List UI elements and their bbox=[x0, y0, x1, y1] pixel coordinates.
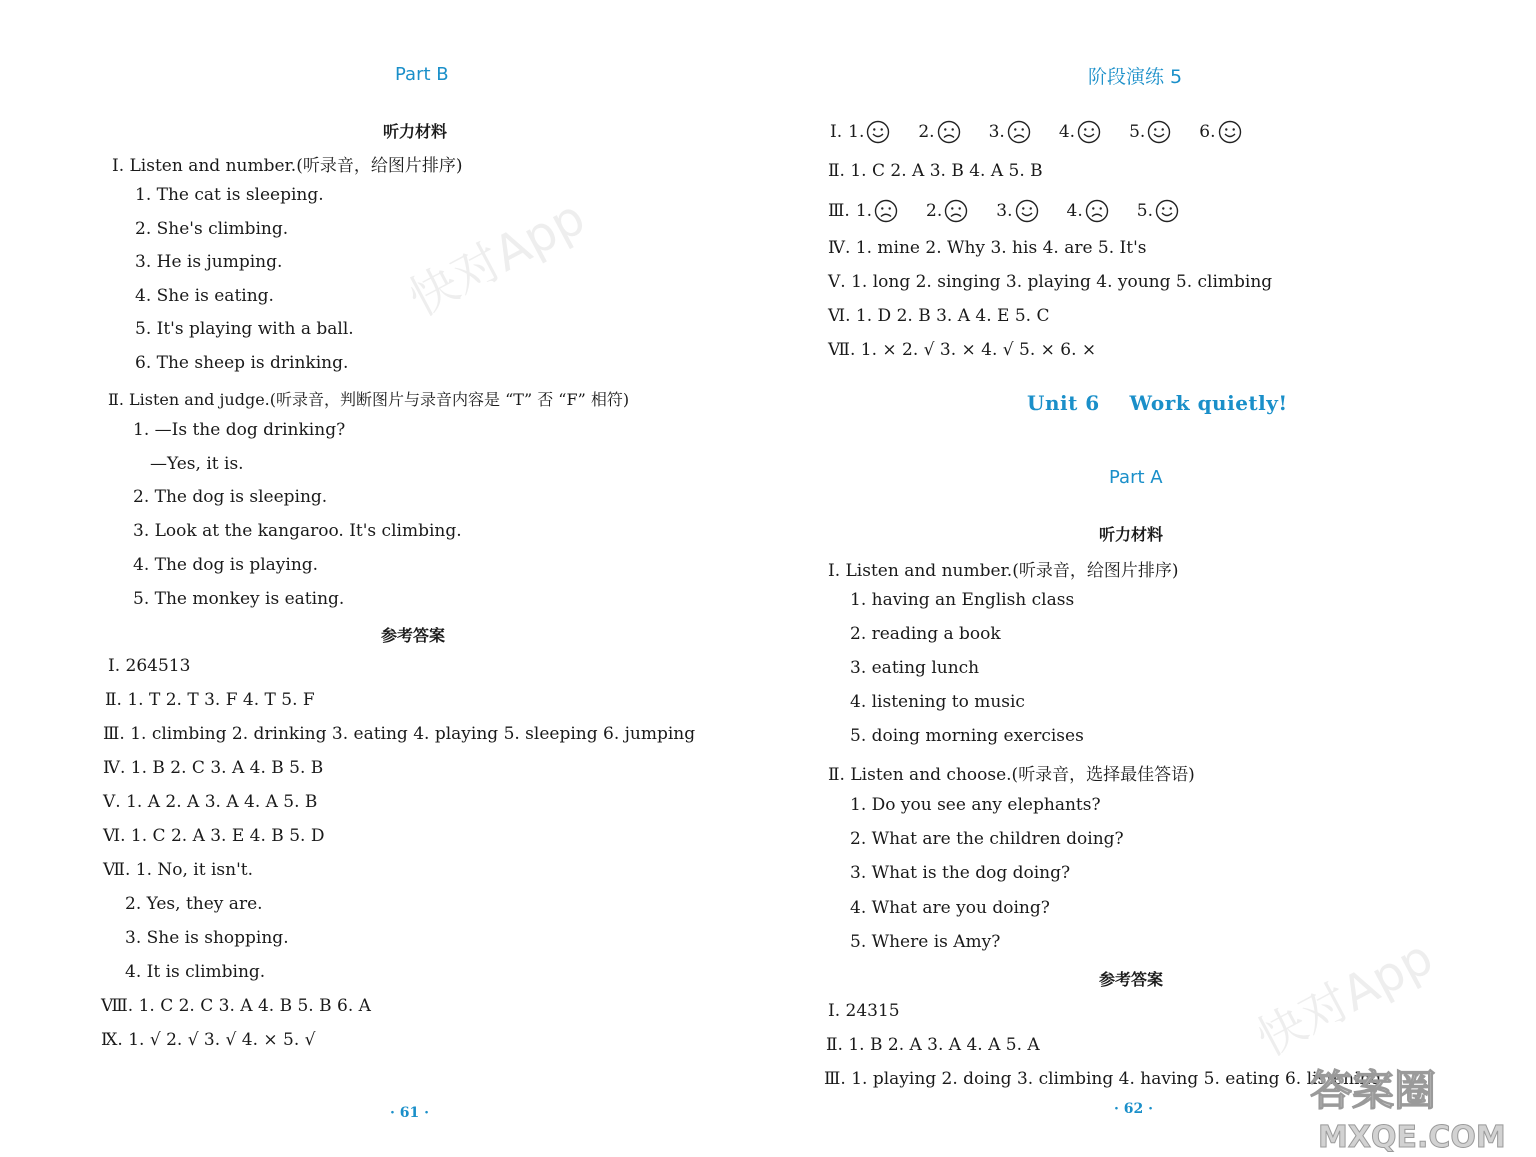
answer-line: Ⅱ. 1. T 2. T 3. F 4. T 5. F bbox=[105, 690, 315, 710]
happy-face-icon bbox=[866, 120, 890, 144]
list-item: 2. The dog is sleeping. bbox=[133, 487, 328, 507]
list-item: 1. —Is the dog drinking? bbox=[133, 420, 346, 440]
logo-text-cn: 答案圈 bbox=[1310, 1066, 1437, 1115]
smiley-answer bbox=[926, 199, 968, 223]
smiley-row-3 bbox=[828, 199, 1207, 223]
answer-line: Ⅶ. 1. No, it isn't. bbox=[103, 860, 253, 880]
answer-line: Ⅲ. 1. climbing 2. drinking 3. eating 4. playing 5. sleeping 6. jumping bbox=[103, 724, 696, 744]
listening-title: 听力材料 bbox=[1099, 525, 1164, 544]
answer-number: 4. bbox=[1058, 122, 1076, 142]
list-item: 5. It's playing with a ball. bbox=[135, 319, 354, 339]
page-number: · 62 · bbox=[1114, 1101, 1153, 1117]
list-item: 3. What is the dog doing? bbox=[850, 863, 1071, 883]
answer-line: Ⅷ. 1. C 2. C 3. A 4. B 5. B 6. A bbox=[101, 996, 371, 1016]
list-item: 4. What are you doing? bbox=[850, 898, 1050, 918]
happy-face-icon bbox=[1077, 120, 1101, 144]
smiley-answer bbox=[856, 199, 898, 223]
answer-number: 3. bbox=[996, 201, 1013, 221]
answer-line: Ⅱ. 1. C 2. A 3. B 4. A 5. B bbox=[828, 161, 1043, 181]
part-a-title: Part A bbox=[1109, 467, 1163, 488]
smiley-answer bbox=[989, 120, 1031, 144]
answer-line: Ⅵ. 1. D 2. B 3. A 4. E 5. C bbox=[828, 306, 1050, 326]
sad-face-icon bbox=[874, 199, 898, 223]
list-item: 2. reading a book bbox=[850, 624, 1001, 644]
list-item: 5. doing morning exercises bbox=[850, 726, 1084, 746]
list-item: —Yes, it is. bbox=[150, 454, 244, 474]
answer-line: 2. Yes, they are. bbox=[125, 894, 263, 914]
smiley-answer bbox=[1067, 199, 1109, 223]
answer-line: 3. She is shopping. bbox=[125, 928, 289, 948]
right-page bbox=[768, 0, 1536, 1157]
smiley-row-1 bbox=[830, 120, 1270, 144]
part-b-title: Part B bbox=[395, 64, 449, 85]
answer-line: Ⅵ. 1. C 2. A 3. E 4. B 5. D bbox=[103, 826, 325, 846]
answer-line: Ⅳ. 1. B 2. C 3. A 4. B 5. B bbox=[103, 758, 324, 778]
smiley-answer bbox=[1199, 120, 1241, 144]
page-number: · 61 · bbox=[390, 1105, 429, 1121]
smiley-answer bbox=[848, 120, 890, 144]
list-item: 3. eating lunch bbox=[850, 658, 980, 678]
smiley-answer bbox=[1129, 120, 1171, 144]
section-heading: Ⅰ. Listen and number.(听录音，给图片排序) bbox=[828, 561, 1179, 581]
answer-line: Ⅳ. 1. mine 2. Why 3. his 4. are 5. It's bbox=[828, 238, 1147, 258]
answer-number: 2. bbox=[918, 122, 935, 142]
answer-title: 参考答案 bbox=[1099, 970, 1164, 989]
answer-number: 4. bbox=[1066, 201, 1083, 221]
answer-line: Ⅲ. 1. playing 2. doing 3. climbing 4. having 5. eating 6. listening bbox=[824, 1069, 1382, 1089]
answer-number: 1. bbox=[848, 122, 865, 142]
happy-face-icon bbox=[1218, 120, 1242, 144]
list-item: 1. The cat is sleeping. bbox=[135, 185, 324, 205]
answer-number: 6. bbox=[1199, 122, 1216, 142]
answer-line: Ⅴ. 1. long 2. singing 3. playing 4. young 5. climbing bbox=[828, 272, 1273, 292]
answer-number: 2. bbox=[926, 201, 943, 221]
smiley-answer bbox=[1059, 120, 1101, 144]
answer-line: Ⅴ. 1. A 2. A 3. A 4. A 5. B bbox=[103, 792, 318, 812]
answer-number: 5. bbox=[1129, 122, 1146, 142]
smiley-answer bbox=[918, 120, 960, 144]
section-heading: Ⅰ. Listen and number.(听录音，给图片排序) bbox=[112, 156, 463, 176]
row-label: Ⅲ. bbox=[828, 201, 850, 221]
smiley-answer bbox=[1137, 199, 1179, 223]
list-item: 4. She is eating. bbox=[135, 286, 274, 306]
list-item: 1. having an English class bbox=[850, 590, 1075, 610]
sad-face-icon bbox=[1007, 120, 1031, 144]
answer-number: 5. bbox=[1136, 201, 1153, 221]
sad-face-icon bbox=[944, 199, 968, 223]
answer-number: 3. bbox=[988, 122, 1005, 142]
section-heading: Ⅱ. Listen and choose.(听录音，选择最佳答语) bbox=[828, 765, 1195, 785]
sad-face-icon bbox=[937, 120, 961, 144]
list-item: 5. Where is Amy? bbox=[850, 932, 1001, 952]
listening-title: 听力材料 bbox=[383, 122, 448, 141]
answer-number: 1. bbox=[855, 201, 873, 221]
happy-face-icon bbox=[1015, 199, 1039, 223]
list-item: 1. Do you see any elephants? bbox=[850, 795, 1101, 815]
unit-title: Unit 6 Work quietly! bbox=[1027, 391, 1288, 415]
list-item: 6. The sheep is drinking. bbox=[135, 353, 349, 373]
happy-face-icon bbox=[1147, 120, 1171, 144]
answer-line: Ⅰ. 264513 bbox=[108, 656, 191, 676]
sad-face-icon bbox=[1085, 199, 1109, 223]
list-item: 4. The dog is playing. bbox=[133, 555, 319, 575]
answer-line: Ⅸ. 1. √ 2. √ 3. √ 4. × 5. √ bbox=[101, 1030, 316, 1050]
answer-line: Ⅰ. 24315 bbox=[828, 1001, 900, 1021]
answer-title: 参考答案 bbox=[381, 626, 446, 645]
happy-face-icon bbox=[1155, 199, 1179, 223]
answer-line: Ⅱ. 1. B 2. A 3. A 4. A 5. A bbox=[826, 1035, 1040, 1055]
watermark: 快对App bbox=[400, 189, 594, 328]
list-item: 2. She's climbing. bbox=[135, 219, 289, 239]
list-item: 3. Look at the kangaroo. It's climbing. bbox=[133, 521, 462, 541]
answer-line: Ⅶ. 1. × 2. √ 3. × 4. √ 5. × 6. × bbox=[828, 340, 1097, 360]
list-item: 2. What are the children doing? bbox=[850, 829, 1124, 849]
stage-title: 阶段演练 5 bbox=[1088, 66, 1183, 88]
watermark: 快对App bbox=[1248, 929, 1442, 1068]
list-item: 4. listening to music bbox=[850, 692, 1025, 712]
section-heading: Ⅱ. Listen and judge.(听录音，判断图片与录音内容是 “T” 否 “F” 相符) bbox=[108, 390, 630, 409]
list-item: 5. The monkey is eating. bbox=[133, 589, 345, 609]
list-item: 3. He is jumping. bbox=[135, 252, 283, 272]
logo-text-en: MXQE.COM bbox=[1318, 1120, 1506, 1155]
smiley-answer bbox=[996, 199, 1038, 223]
site-logo bbox=[1300, 1055, 1530, 1155]
row-label: Ⅰ. bbox=[830, 122, 843, 142]
answer-line: 4. It is climbing. bbox=[125, 962, 266, 982]
